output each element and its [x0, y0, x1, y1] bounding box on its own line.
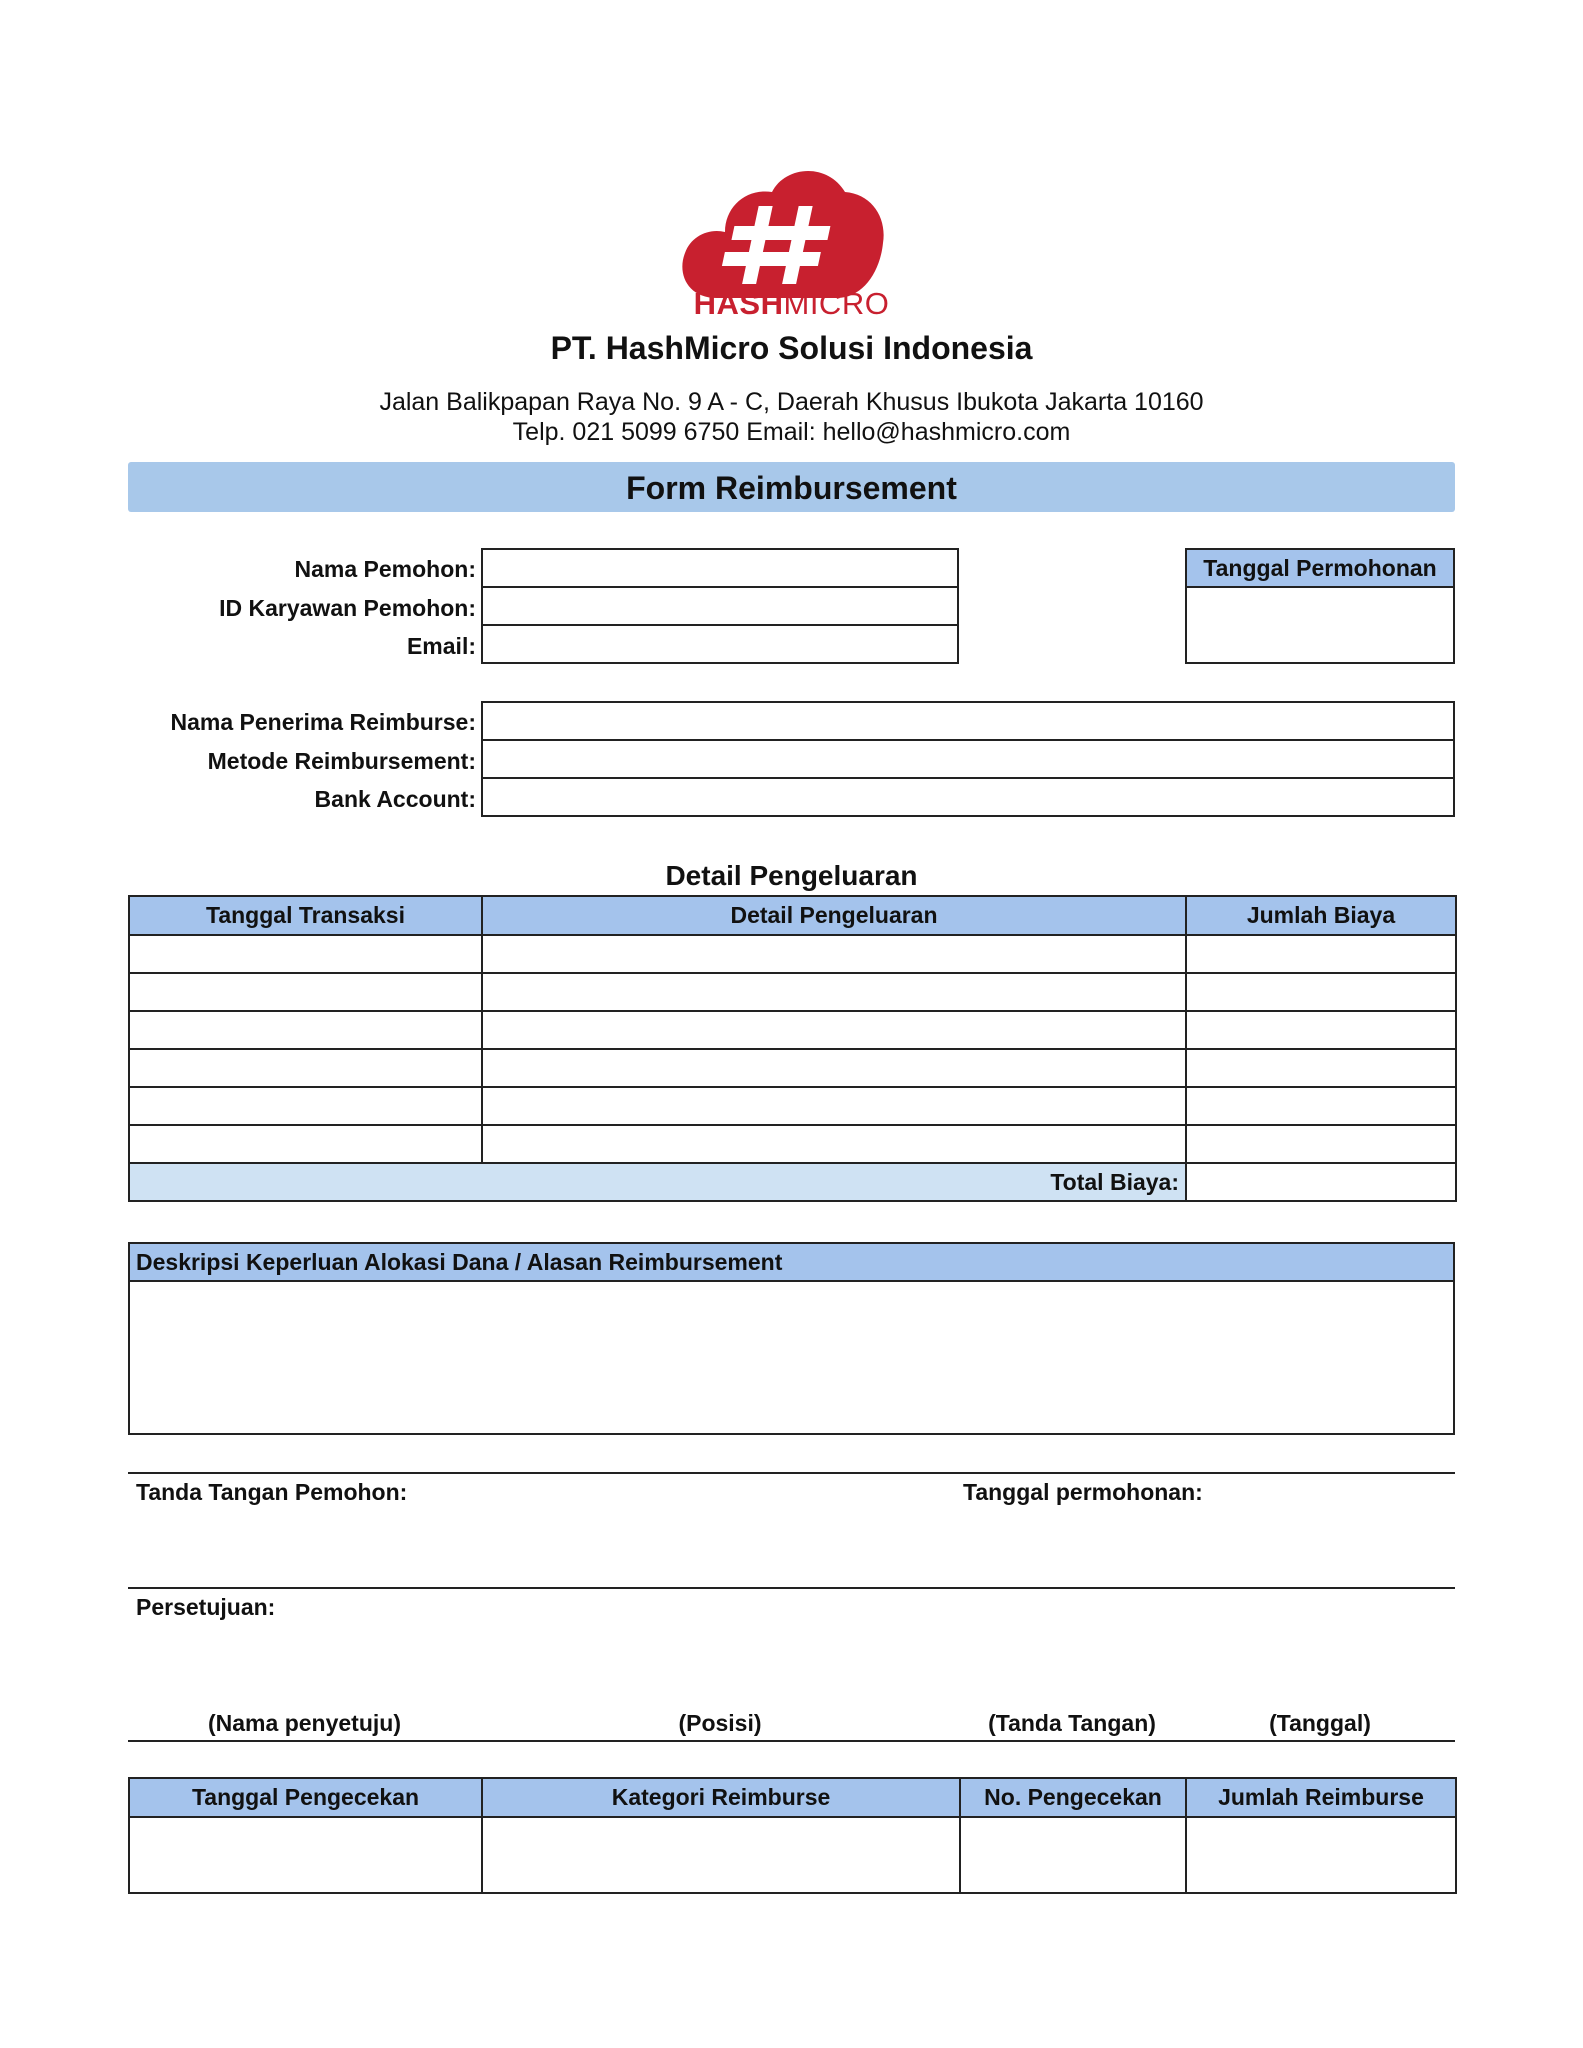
request-date-field[interactable]	[1185, 586, 1455, 664]
applicant-name-label: Nama Pemohon:	[294, 556, 476, 582]
table-cell[interactable]	[482, 935, 1186, 973]
table-cell[interactable]	[129, 1049, 482, 1087]
table-cell[interactable]	[482, 1011, 1186, 1049]
applicant-signature-label: Tanda Tangan Pemohon:	[136, 1479, 408, 1505]
form-title-banner: Form Reimbursement	[128, 462, 1455, 512]
table-row	[129, 973, 1456, 1011]
col-check-date: Tanggal Pengecekan	[129, 1778, 482, 1817]
check-table	[128, 1777, 1457, 1894]
col-transaction-date: Tanggal Transaksi	[129, 896, 482, 935]
total-value-field[interactable]	[1186, 1163, 1456, 1201]
approver-signature-label: (Tanda Tangan)	[988, 1710, 1156, 1736]
application-date-label: Tanggal permohonan:	[963, 1479, 1203, 1505]
check-number-field[interactable]	[960, 1817, 1186, 1893]
table-cell[interactable]	[1186, 1049, 1456, 1087]
col-check-number: No. Pengecekan	[960, 1778, 1186, 1817]
table-cell[interactable]	[1186, 935, 1456, 973]
table-cell[interactable]	[482, 1087, 1186, 1125]
applicant-name-field[interactable]	[481, 548, 959, 588]
table-row	[129, 1817, 1456, 1893]
employee-id-field[interactable]	[481, 586, 959, 626]
table-cell[interactable]	[482, 1125, 1186, 1163]
table-row	[129, 1011, 1456, 1049]
reimburse-category-field[interactable]	[482, 1817, 960, 1893]
table-cell[interactable]	[129, 1087, 482, 1125]
col-reimburse-amount: Jumlah Reimburse	[1186, 1778, 1456, 1817]
table-cell[interactable]	[1186, 1125, 1456, 1163]
check-date-field[interactable]	[129, 1817, 482, 1893]
divider	[128, 1587, 1455, 1589]
divider	[128, 1740, 1455, 1742]
reimburse-amount-field[interactable]	[1186, 1817, 1456, 1893]
table-row	[129, 1049, 1456, 1087]
company-name: PT. HashMicro Solusi Indonesia	[550, 330, 1033, 366]
table-row	[129, 935, 1456, 973]
col-amount: Jumlah Biaya	[1186, 896, 1456, 935]
reimbursement-method-label: Metode Reimbursement:	[207, 748, 476, 774]
company-contact: Telp. 021 5099 6750 Email: hello@hashmicro.com	[512, 418, 1071, 446]
table-cell[interactable]	[129, 1011, 482, 1049]
table-cell[interactable]	[482, 973, 1186, 1011]
employee-id-label: ID Karyawan Pemohon:	[219, 595, 476, 621]
email-field[interactable]	[481, 624, 959, 664]
description-field[interactable]	[128, 1280, 1455, 1435]
company-address: Jalan Balikpapan Raya No. 9 A - C, Daerah Khusus Ibukota Jakarta 10160	[379, 388, 1204, 416]
approval-label: Persetujuan:	[136, 1594, 276, 1620]
approver-position-label: (Posisi)	[678, 1710, 762, 1736]
table-row	[129, 1125, 1456, 1163]
bank-account-field[interactable]	[481, 777, 1455, 817]
email-label: Email:	[406, 633, 476, 659]
bank-account-label: Bank Account:	[314, 786, 476, 812]
approver-name-label: (Nama penyetuju)	[208, 1710, 401, 1736]
divider	[128, 1472, 1455, 1474]
table-cell[interactable]	[1186, 973, 1456, 1011]
description-header: Deskripsi Keperluan Alokasi Dana / Alasan Reimbursement	[128, 1242, 1455, 1282]
table-cell[interactable]	[129, 1125, 482, 1163]
request-date-header: Tanggal Permohonan	[1185, 548, 1455, 588]
logo-wordmark: HASHMICRO	[693, 286, 890, 321]
table-row	[129, 1087, 1456, 1125]
table-cell[interactable]	[482, 1049, 1186, 1087]
table-cell[interactable]	[129, 935, 482, 973]
expense-table	[128, 895, 1457, 1202]
table-cell[interactable]	[1186, 1087, 1456, 1125]
total-row	[129, 1163, 1456, 1201]
col-reimburse-category: Kategori Reimburse	[482, 1778, 960, 1817]
approver-date-label: (Tanggal)	[1269, 1710, 1371, 1736]
table-cell[interactable]	[129, 973, 482, 1011]
col-expense-detail: Detail Pengeluaran	[482, 896, 1186, 935]
expense-section-title: Detail Pengeluaran	[665, 860, 918, 891]
table-cell[interactable]	[1186, 1011, 1456, 1049]
recipient-name-field[interactable]	[481, 701, 1455, 741]
reimbursement-method-field[interactable]	[481, 739, 1455, 779]
recipient-name-label: Nama Penerima Reimburse:	[170, 709, 476, 735]
total-label: Total Biaya:	[129, 1163, 1186, 1201]
